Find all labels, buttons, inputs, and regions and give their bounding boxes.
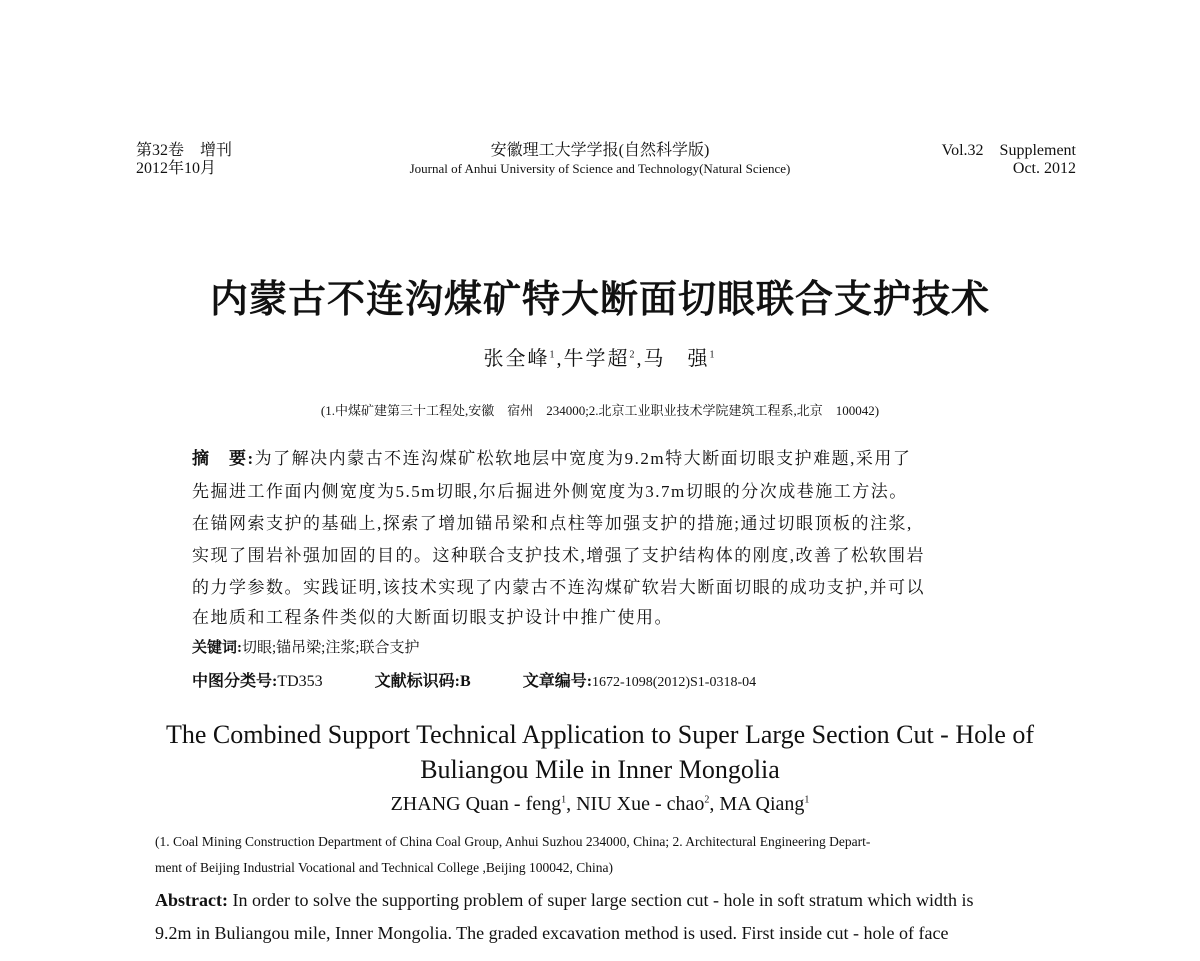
issue-date-cn: 2012年10月: [136, 160, 217, 177]
clc-label: 中图分类号:: [192, 673, 278, 690]
article-no-label: 文章编号:: [522, 673, 593, 690]
abstract-line: 在地质和工程条件类似的大断面切眼支护设计中推广使用。: [192, 608, 673, 627]
author: 马 强: [643, 348, 710, 370]
author-sup: 2: [704, 794, 710, 806]
author: NIU Xue - chao: [576, 793, 705, 815]
author-sup: 1: [709, 349, 717, 361]
paper-title-cn: 内蒙古不连沟煤矿特大断面切眼联合支护技术: [209, 279, 990, 321]
author: MA Qiang: [719, 793, 805, 815]
clc-value: TD353: [277, 673, 323, 690]
classification-cn: [192, 668, 756, 691]
abstract-label-cn: 摘 要:: [192, 449, 255, 468]
abstract-en-line2: 9.2m in Buliangou mile, Inner Mongolia. The graded excavation method is used. First inside cut - hole of face: [155, 923, 949, 943]
author: 牛学超: [563, 348, 630, 370]
volume-en: Vol.32 Supplement: [941, 142, 1076, 159]
paper-title-en-line2: Buliangou Mile in Inner Mongolia: [420, 755, 780, 784]
abstract-line: 实现了围岩补强加固的目的。这种联合支护技术,增强了支护结构体的刚度,改善了松软围岩: [192, 546, 925, 565]
keywords-label: 关键词:: [192, 640, 242, 656]
abstract-line: 为了解决内蒙古不连沟煤矿松软地层中宽度为9.2m特大断面切眼支护难题,采用了: [254, 449, 912, 468]
volume-issue: 第32卷 增刊: [136, 142, 233, 159]
keywords-value: 切眼;锚吊梁;注浆;联合支护: [242, 640, 420, 656]
abstract-line: 的力学参数。实践证明,该技术实现了内蒙古不连沟煤矿软岩大断面切眼的成功支护,并可以: [192, 578, 925, 597]
author: ZHANG Quan - feng: [390, 793, 562, 815]
author-sup: 1: [561, 794, 567, 806]
affiliation-en-line2: ment of Beijing Industrial Vocational and Technical College ,Beijing 100042, China): [155, 860, 613, 875]
issue-date-en: Oct. 2012: [1012, 160, 1076, 177]
authors-en: ZHANG Quan - feng$^1$, NIU Xue - chao$^2$, MA Qiang$^1$: [390, 793, 810, 815]
journal-name-cn: 安徽理工大学学报(自然科学版): [490, 142, 710, 159]
journal-name-en: Journal of Anhui University of Science and Technology(Natural Science): [409, 161, 791, 176]
keywords-cn: [192, 636, 420, 657]
author-sup: 2: [629, 349, 637, 361]
article-no-value: 1672-1098(2012)S1-0318-04: [592, 675, 757, 690]
author-sup: 1: [804, 794, 810, 806]
paper-title-en-line1: The Combined Support Technical Application to Super Large Section Cut - Hole of: [165, 720, 1035, 749]
author-sup: 1: [549, 349, 557, 361]
affiliation-en-line1: (1. Coal Mining Construction Department of China Coal Group, Anhui Suzhou 234000, China; 2. Architectural Engineering Depart-: [155, 834, 871, 849]
affiliation-cn: (1.中煤矿建第三十工程处,安徽 宿州 234000;2.北京工业职业技术学院建筑工程系,北京 100042): [320, 403, 880, 418]
authors-cn: 张全峰$^1$,牛学超$^2$,马 强$^1$: [483, 348, 717, 370]
doc-code-value: B: [460, 673, 471, 690]
abstract-line: 在锚网索支护的基础上,探索了增加锚吊梁和点柱等加强支护的措施;通过切眼顶板的注浆,: [192, 514, 913, 533]
abstract-line: In order to solve the supporting problem of super large section cut - hole in soft stratum which width is: [227, 890, 974, 910]
doc-code-label: 文献标识码:: [374, 673, 461, 690]
abstract-line: 先掘进工作面内侧宽度为5.5m切眼,尔后掘进外侧宽度为3.7m切眼的分次成巷施工方法。: [192, 482, 908, 501]
abstract-label-en: Abstract:: [155, 890, 228, 910]
author: 张全峰: [483, 348, 550, 370]
abstract-en-line1: [155, 890, 974, 911]
